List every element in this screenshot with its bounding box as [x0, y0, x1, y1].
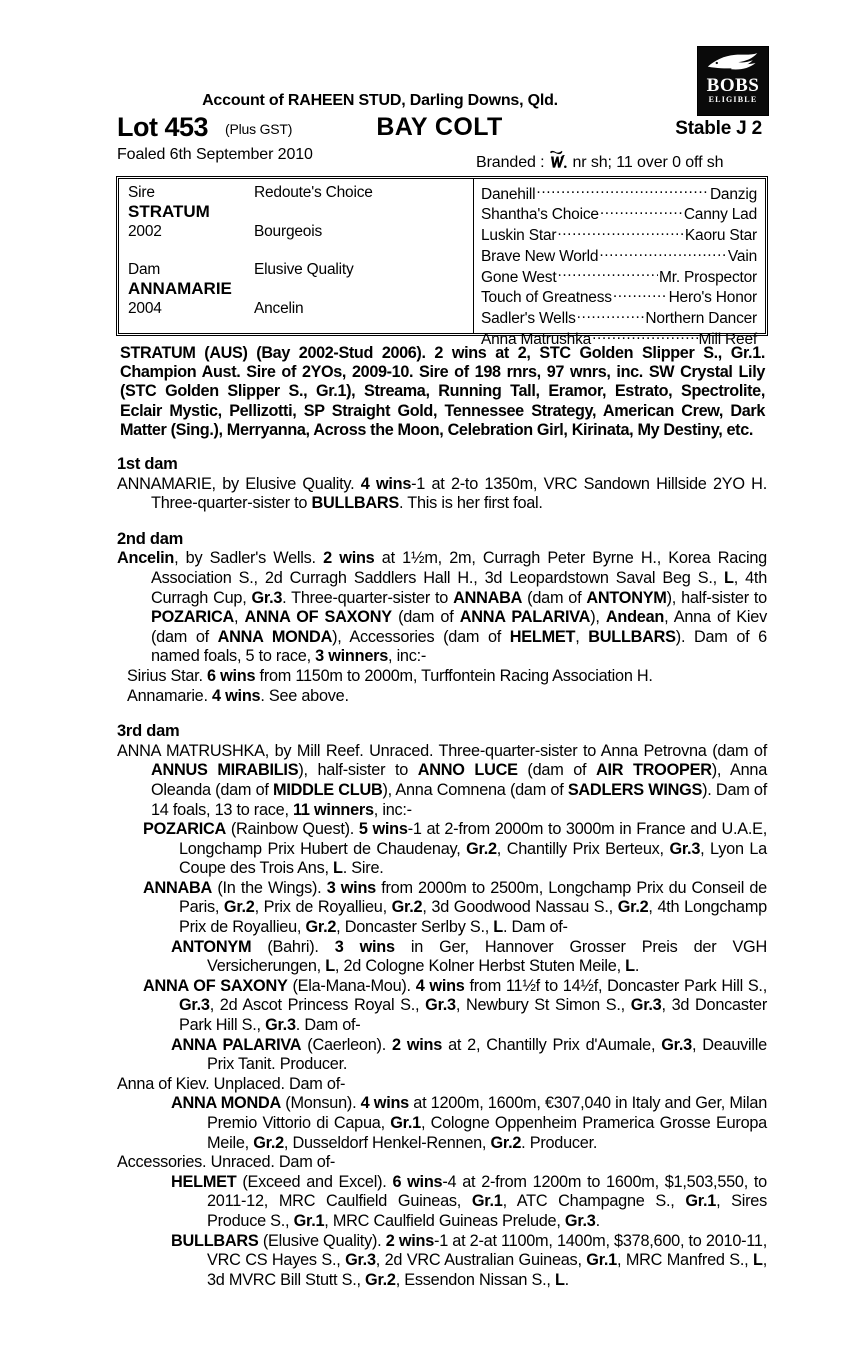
dam-year: 2004	[128, 299, 162, 317]
sire-name: STRATUM	[128, 202, 210, 222]
ancestor-sire: Mr. Prospector	[659, 268, 757, 286]
dam-label: Dam	[128, 261, 161, 279]
pedigree-row	[481, 266, 757, 287]
leader-dots	[577, 308, 645, 324]
pedigree-parents-column	[128, 183, 238, 318]
anna-monda-entry: ANNA MONDA (Monsun). 4 wins at 1200m, 1600m, €307,040 in Italy and Ger, Milan Premio Vittorio di Capua, Gr.1, Cologne Oppenheim Pramerica Grosse Europa Meile, Gr.2, Dusseldorf Henkel-Rennen, Gr.2. Producer.	[171, 1094, 767, 1152]
sire-label: Sire	[128, 184, 155, 201]
helmet-entry: HELMET (Exceed and Excel). 6 wins-4 at 2-from 1200m to 1600m, $1,503,550, to 2011-12, MRC Caulfield Guineas, Gr.1, ATC Champagne S., Gr.1, Sires Produce S., Gr.1, MRC Caulfield Guineas Prelude, Gr.3.	[171, 1172, 767, 1230]
pedigree-grandparents-column	[254, 183, 464, 318]
ancestor-name: Danehill	[481, 185, 536, 203]
foaling-date: Foaled 6th September 2010	[117, 146, 313, 163]
pedigree-great-grandparents-column	[481, 183, 757, 349]
sirius-star-text: Sirius Star. 6 wins from 1150m to 2000m, Turffontein Racing Association H.	[127, 666, 653, 685]
ancestor-sire: Kaoru Star	[684, 227, 757, 245]
lot-header-row	[117, 112, 762, 144]
pedigree-row	[481, 183, 757, 204]
pedigree-table	[116, 176, 768, 349]
leader-dots	[599, 245, 727, 261]
leader-dots	[613, 287, 668, 303]
annamarie-text: Annamarie. 4 wins. See above.	[127, 686, 349, 705]
leader-dots	[536, 183, 709, 199]
pedigree-row	[481, 225, 757, 246]
anna-palariva-entry: ANNA PALARIVA (Caerleon). 2 wins at 2, Chantilly Prix d'Aumale, Gr.3, Deauville Prix Tanit. Producer.	[171, 1035, 767, 1074]
ancestor-sire: Canny Lad	[683, 206, 757, 224]
sire-sire: Redoute's Choice	[254, 184, 373, 201]
ancestor-name: Touch of Greatness	[481, 289, 612, 307]
sire-dam: Bourgeois	[254, 222, 322, 240]
sire-year: 2002	[128, 222, 162, 240]
second-dam-heading: 2nd dam	[117, 529, 184, 548]
colour-and-sex: BAY COLT	[376, 113, 503, 141]
leader-dots	[557, 225, 684, 241]
bullbars-entry: BULLBARS (Elusive Quality). 2 wins-1 at 2-at 1100m, 1400m, $378,600, to 2010-11, VRC CS Hayes S., Gr.3, 2d VRC Australian Guineas, Gr.1, MRC Manfred S., L, 3d MVRC Bill Stutt S., Gr.2, Essendon Nissan S., L.	[171, 1231, 767, 1289]
leader-dots	[592, 329, 697, 345]
pedigree-row	[481, 245, 757, 266]
ancestor-name: Brave New World	[481, 247, 599, 265]
dam-name: ANNAMARIE	[128, 279, 232, 299]
ancestor-name: Anna Matrushka	[481, 331, 592, 349]
brand-symbol-icon	[547, 149, 569, 170]
ancestor-sire: Vain	[727, 247, 757, 265]
pedigree-row	[481, 287, 757, 308]
bobs-eligible-label: ELIGIBLE	[708, 95, 758, 104]
lot-number: Lot 453	[117, 112, 209, 142]
ancestor-sire: Mill Reef	[698, 331, 757, 349]
ancestor-sire: Hero's Honor	[668, 289, 757, 307]
first-dam-heading: 1st dam	[117, 455, 178, 473]
pedigree-column-divider	[473, 179, 474, 333]
third-dam-text: ANNA MATRUSHKA, by Mill Reef. Unraced. Three-quarter-sister to Anna Petrovna (dam of ANNUS MIRABILIS), half-sister to ANNO LUCE (dam of AIR TROOPER), Anna Oleanda (dam of MIDDLE CLUB), Anna Comnena (dam of SADLERS WINGS). Dam of 14 foals, 13 to race, 11 winners, inc:-	[117, 741, 768, 819]
stable-allocation: Stable J 2	[675, 118, 762, 139]
ancestor-sire: Danzig	[709, 185, 757, 203]
horse-head-icon	[706, 51, 760, 75]
branding-info	[476, 146, 723, 172]
ancestor-sire: Northern Dancer	[645, 310, 757, 328]
sire-summary-paragraph: STRATUM (AUS) (Bay 2002-Stud 2006). 2 wins at 2, STC Golden Slipper S., Gr.1. Champion Aust. Sire of 2YOs, 2009-10. Sire of 198 rnrs, 97 wnrs, inc. SW Crystal Lily (STC Golden Slipper S., Gr.1), Streama, Running Tall, Eramor, Estrato, Spectrolite, Eclair Mystic, Pellizotti, SP Straight Gold, Tennessee Strategy, American Crew, Dark Matter (Sing.), Merryanna, Across the Moon, Celebration Girl, Kirinata, My Destiny, etc.	[120, 344, 765, 439]
annaba-entry: ANNABA (In the Wings). 3 wins from 2000m to 2500m, Longchamp Prix du Conseil de Paris, Gr.2, Prix de Royallieu, Gr.2, 3d Goodwood Nassau S., Gr.2, 4th Longchamp Prix de Royallieu, Gr.2, Doncaster Serlby S., L. Dam of-	[143, 878, 767, 937]
ancestor-name: Sadler's Wells	[481, 310, 576, 328]
dam-dam: Ancelin	[254, 299, 304, 317]
bobs-wordmark: BOBS	[706, 75, 760, 96]
account-line: Account of RAHEEN STUD, Darling Downs, Qld.	[202, 92, 558, 109]
ancestor-name: Shantha's Choice	[481, 206, 599, 224]
antonym-entry: ANTONYM (Bahri). 3 wins in Ger, Hannover Grosser Preis der VGH Versicherungen, L, 2d Cologne Kolner Herbst Stuten Meile, L.	[171, 937, 767, 976]
leader-dots	[557, 266, 658, 282]
pedigree-notes	[117, 455, 767, 1290]
branded-detail: nr sh; 11 over 0 off sh	[572, 154, 724, 171]
accessories-line: Accessories. Unraced. Dam of-	[117, 1153, 336, 1172]
pozarica-entry: POZARICA (Rainbow Quest). 5 wins-1 at 2-from 2000m to 3000m in France and U.A.E, Longchamp Prix Hubert de Chaudenay, Gr.2, Chantilly Prix Berteux, Gr.3, Lyon La Coupe des Trois Ans, L. Sire.	[143, 820, 767, 878]
ancestor-name: Luskin Star	[481, 227, 557, 245]
pedigree-row	[481, 308, 757, 329]
anna-of-saxony-entry: ANNA OF SAXONY (Ela-Mana-Mou). 4 wins from 11½f to 14½f, Doncaster Park Hill S., Gr.3, 2d Ascot Princess Royal S., Gr.3, Newbury St Simon S., Gr.3, 3d Doncaster Park Hill S., Gr.3. Dam of-	[143, 976, 767, 1035]
anna-of-kiev-line: Anna of Kiev. Unplaced. Dam of-	[117, 1074, 346, 1093]
branded-label: Branded :	[476, 154, 545, 171]
pedigree-row	[481, 204, 757, 225]
leader-dots	[600, 204, 683, 220]
third-dam-heading: 3rd dam	[117, 722, 180, 741]
first-dam-text: ANNAMARIE, by Elusive Quality. 4 wins-1 at 2-to 1350m, VRC Sandown Hillside 2YO H. Three-quarter-sister to BULLBARS. This is her first foal.	[117, 474, 767, 513]
dam-sire: Elusive Quality	[254, 261, 354, 279]
second-dam-text: Ancelin, by Sadler's Wells. 2 wins at 1½m, 2m, Curragh Peter Byrne H., Korea Racing Association S., 2d Curragh Saddlers Hall H., 3d Leopardstown Saval Beg S., L, 4th Curragh Cup, Gr.3. Three-quarter-sister to ANNABA (dam of ANTONYM), half-sister to POZARICA, ANNA OF SAXONY (dam of ANNA PALARIVA), Andean, Anna of Kiev (dam of ANNA MONDA), Accessories (dam of HELMET, BULLBARS). Dam of 6 named foals, 5 to race, 3 winners, inc:-	[117, 549, 768, 666]
ancestor-name: Gone West	[481, 268, 557, 286]
gst-note: (Plus GST)	[225, 121, 293, 137]
